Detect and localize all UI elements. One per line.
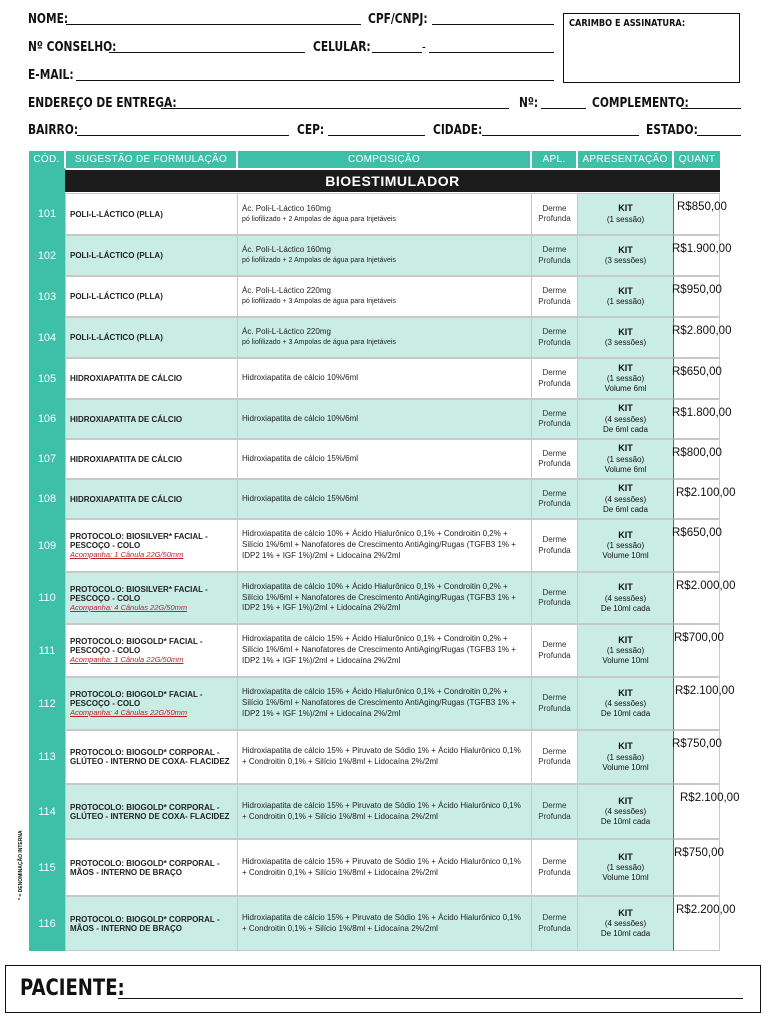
table-row [29,399,732,439]
application-cell [531,439,577,479]
presentation-volume: De 10ml cada [600,817,651,827]
product-name: POLI-L-LÁCTICO (PLLA) [70,251,163,260]
application-cell [531,624,577,677]
product-code: 103 [37,290,57,303]
application-text: Derme Profunda [538,801,571,821]
application-text: Derme Profunda [538,368,571,388]
price-value: R$950,00 [672,284,722,296]
presentation-cell [577,519,673,572]
product-name: HIDROXIAPATITA DE CÁLCIO [70,374,183,383]
composition-text: Hidroxiapatita de cálcio 10% + Ácido Hialurônico 0,1% + Condroitin 0,2% + Silício 1%/6ml + Nanofatores de Crescimento AntiAging/Rugas (TGFB3 1% + IDP2 1% + IGF 1%)/2ml + Lidocaína 2%/2ml [242,529,516,560]
product-code: 105 [37,372,57,385]
presentation-volume: Volume 6ml [604,384,647,394]
presentation-cell [577,896,673,951]
quantity-price-cell[interactable] [673,784,740,839]
col-header-composicao: COMPOSIÇÃO [238,151,530,168]
cidade-label: CIDADE: [433,123,483,138]
composition-text: Hidroxiapatita de cálcio 15% + Piruvato de Sódio 1% + Ácido Hialurônico 0,1% + Condroitin 0,1% + Silício 1%/8ml + Lidocaína 2%/2ml [242,912,521,933]
price-value: R$1.800,00 [672,407,732,419]
price-value: R$2.200,00 [676,904,736,916]
presentation-kit: KIT [618,443,633,454]
product-code: 109 [37,539,57,552]
application-text: Derme Profunda [538,535,571,555]
application-cell [531,839,577,896]
numero-label: Nº: [519,96,539,111]
quantity-price-cell[interactable] [673,358,720,399]
conselho-label: Nº CONSELHO: [28,40,117,55]
product-name-cell [65,317,237,358]
presentation-sessions: (1 sessão) [606,752,645,762]
col-header-apresentacao: APRESENTAÇÃO [578,151,672,168]
composition-cell [237,358,531,399]
cep-field[interactable] [328,135,425,136]
presentation-sessions: (3 sessões) [604,256,647,266]
composition-text: Ác. Poli-L-Láctico 160mg [242,203,331,213]
presentation-sessions: (1 sessão) [606,214,645,224]
cep-label: CEP: [297,123,325,138]
quantity-price-cell[interactable] [673,439,720,479]
presentation-kit: KIT [618,634,633,645]
presentation-cell [577,193,673,235]
presentation-sessions: (1 sessão) [606,646,645,656]
presentation-kit: KIT [618,687,633,698]
product-accompaniment: Acompanha: 1 Cânula 22G/50mm [70,655,184,664]
cidade-field[interactable] [482,135,639,136]
table-row [29,358,729,399]
application-cell [531,730,577,784]
product-name: PROTOCOLO: BIOSILVER* FACIAL - PESCOÇO - COLO [70,584,208,603]
application-text: Derme Profunda [538,693,571,713]
composition-text: Ác. Poli-L-Láctico 220mg [242,286,331,296]
quantity-price-cell[interactable] [672,235,732,276]
application-cell [531,276,577,317]
presentation-volume: Volume 10ml [602,656,649,666]
application-cell [531,193,577,235]
presentation-sessions: (4 sessões) [604,699,647,709]
presentation-volume: Volume 10ml [602,762,649,772]
celular-number-field[interactable] [429,52,554,53]
price-value: R$2.000,00 [676,580,736,592]
composition-cell [237,235,531,276]
quantity-price-cell[interactable] [673,572,736,624]
product-name-cell [65,896,237,951]
presentation-sessions: (4 sessões) [604,414,647,424]
application-cell [531,479,577,519]
paciente-box [5,965,761,1013]
composition-cell [237,479,531,519]
table-row [29,193,729,235]
table-row [29,624,729,677]
product-accompaniment: Acompanha: 4 Cânulas 22G/50mm [70,602,188,612]
table-row [29,519,729,572]
presentation-cell [577,479,673,519]
composition-text: Hidroxiapatita de cálcio 15%/6ml [242,453,359,463]
presentation-sessions: (4 sessões) [604,494,647,504]
price-value: R$2.800,00 [672,325,732,337]
nome-label: NOME: [28,12,69,27]
celular-label: CELULAR: [313,40,371,55]
composition-cell [237,677,531,730]
product-name-cell [65,399,237,439]
quantity-price-cell[interactable] [673,276,720,317]
presentation-cell [577,677,673,730]
presentation-sessions: (1 sessão) [606,454,645,464]
estado-field[interactable] [697,135,741,136]
price-value: R$1.900,00 [672,243,732,255]
application-cell [531,358,577,399]
presentation-kit: KIT [618,907,633,918]
email-label: E-MAIL: [28,68,74,83]
table-row [29,839,729,896]
price-value: R$650,00 [672,366,722,378]
composition-cell [237,439,531,479]
product-accompaniment: Acompanha: 1 Cânula 22G/50mm [70,550,184,559]
paciente-label: PACIENTE: [20,976,125,1001]
presentation-volume: De 10ml cada [600,929,651,939]
cpf-label: CPF/CNPJ: [368,12,428,27]
celular-ddd-field[interactable] [372,52,422,53]
presentation-kit: KIT [618,582,633,593]
composition-cell [237,572,531,624]
application-text: Derme Profunda [538,408,571,428]
presentation-sessions: (4 sessões) [604,919,647,929]
presentation-kit: KIT [618,795,633,806]
presentation-cell [577,317,673,358]
product-name-cell [65,519,237,572]
email-field[interactable] [76,80,554,81]
product-code: 108 [37,493,57,505]
application-text: Derme Profunda [538,327,571,347]
product-name-cell [65,193,237,235]
presentation-cell [577,439,673,479]
composition-text: Hidroxiapatita de cálcio 10% + Ácido Hialurônico 0,1% + Condroitin 0,2% + Silício 1%/6ml + Nanofatores de Crescimento AntiAging/Rugas (TGFB3 1% + IDP2 1% + IGF 1%)/2ml + Lidocaína 2%/2ml [242,581,516,613]
presentation-sessions: (1 sessão) [606,374,645,384]
quantity-price-cell[interactable] [673,730,720,784]
product-name: PROTOCOLO: BIOSILVER* FACIAL - PESCOÇO - COLO [70,532,208,550]
application-text: Derme Profunda [538,203,571,223]
application-text: Derme Profunda [538,587,571,607]
quantity-price-cell[interactable] [673,479,736,519]
application-cell [531,317,577,358]
composition-subtext: pó liofilizado + 2 Ampolas de água para Injetáveis [242,257,396,265]
product-code: 115 [38,861,56,874]
composition-text: Hidroxiapatita de cálcio 15%/6ml [242,493,359,503]
application-cell [531,896,577,951]
composition-cell [237,317,531,358]
col-header-aplicacao: APL. [532,151,576,168]
product-code: 111 [38,644,56,657]
application-cell [531,677,577,730]
product-name: PROTOCOLO: BIOGOLD* CORPORAL - MÃOS - INTERNO DE BRAÇO [70,858,220,877]
product-code: 113 [38,751,56,763]
conselho-field[interactable] [109,52,305,53]
table-row [29,572,736,624]
quantity-price-cell[interactable] [672,317,732,358]
product-code: 112 [38,697,56,710]
quantity-price-cell[interactable] [673,839,724,896]
presentation-kit: KIT [618,285,633,296]
table-row [29,896,736,951]
application-text: Derme Profunda [538,488,571,508]
presentation-sessions: (3 sessões) [604,338,647,348]
table-row [29,677,735,730]
presentation-volume: De 6ml cada [603,504,648,514]
section-title: BIOESTIMULADOR [65,170,720,192]
application-text: Derme Profunda [538,857,571,877]
presentation-sessions: (1 sessão) [606,863,645,873]
side-note: * = DENOMINAÇÃO INTERNA [18,830,24,900]
cpf-field[interactable] [432,24,554,25]
carimbo-label: CARIMBO E ASSINATURA: [569,18,686,29]
product-code: 101 [37,208,57,220]
product-name-cell [65,479,237,519]
product-name-cell [65,624,237,677]
application-text: Derme Profunda [538,913,571,933]
application-text: Derme Profunda [538,448,571,468]
composition-text: Hidroxiapatita de cálcio 15% + Ácido Hialurônico 0,1% + Condroitin 0,2% + Silício 1%/6ml + Nanofatores de Crescimento AntiAging/Rugas (TGFB3 1% + IDP2 1% + IGF 1%)/2ml + Lidocaína 2%/2ml [242,634,516,665]
composition-cell [237,896,531,951]
presentation-cell [577,235,673,276]
table-row [29,235,732,276]
composition-cell [237,519,531,572]
composition-text: Hidroxiapatita de cálcio 10%/6ml [242,413,359,423]
product-name-cell [65,784,237,839]
product-name-cell [65,276,237,317]
table-row [29,730,729,784]
product-code: 114 [38,805,56,818]
estado-label: ESTADO: [646,123,698,138]
product-code: 107 [37,453,57,465]
composition-text: Ác. Poli-L-Láctico 220mg [242,327,331,337]
product-name: PROTOCOLO: BIOGOLD* FACIAL - PESCOÇO - COLO [70,690,203,708]
product-name: POLI-L-LÁCTICO (PLLA) [70,209,163,219]
product-code: 104 [37,331,57,344]
presentation-cell [577,399,673,439]
presentation-cell [577,839,673,896]
presentation-volume: De 10ml cada [600,709,651,719]
presentation-volume: De 10ml cada [600,603,651,613]
endereco-field[interactable] [161,108,509,109]
presentation-sessions: (1 sessão) [606,541,645,551]
presentation-cell [577,276,673,317]
composition-text: Hidroxiapatita de cálcio 15% + Ácido Hialurônico 0,1% + Condroitin 0,2% + Silício 1%/6ml + Nanofatores de Crescimento AntiAging/Rugas (TGFB3 1% + IDP2 1% + IGF 1%)/2ml + Lidocaína 2%/2ml [242,687,516,718]
price-value: R$2.100,00 [675,685,735,697]
application-cell [531,784,577,839]
presentation-volume: Volume 10ml [602,873,649,883]
presentation-kit: KIT [618,851,633,862]
carimbo-box[interactable] [563,13,740,83]
product-name: HIDROXIAPATITA DE CÁLCIO [70,414,183,424]
celular-separator: - [422,40,426,55]
price-value: R$800,00 [672,447,722,459]
product-name-cell [65,677,237,730]
composition-cell [237,624,531,677]
product-code: 110 [38,592,56,604]
quantity-price-cell[interactable] [673,677,735,730]
price-value: R$2.100,00 [680,792,740,804]
presentation-volume: Volume 6ml [604,464,647,474]
product-name-cell [65,730,237,784]
col-header-codigo: CÓD. [29,151,64,168]
bairro-field[interactable] [77,135,289,136]
composition-cell [237,193,531,235]
product-code: 106 [37,413,57,425]
composition-cell [237,399,531,439]
product-name: HIDROXIAPATITA DE CÁLCIO [70,454,183,464]
presentation-cell [577,572,673,624]
endereco-label: ENDEREÇO DE ENTREGA: [28,96,177,111]
presentation-sessions: (4 sessões) [604,807,647,817]
presentation-cell [577,624,673,677]
presentation-cell [577,358,673,399]
presentation-kit: KIT [618,483,633,494]
table-row [29,439,729,479]
composition-subtext: pó liofilizado + 2 Ampolas de água para Injetáveis [242,215,396,223]
presentation-kit: KIT [618,529,633,540]
product-name-cell [65,358,237,399]
product-accompaniment: Acompanha: 4 Cânulas 22G/50mm [70,708,188,717]
presentation-kit: KIT [618,244,633,255]
application-cell [531,235,577,276]
presentation-kit: KIT [618,403,633,414]
composition-text: Hidroxiapatita de cálcio 15% + Piruvato de Sódio 1% + Ácido Hialurônico 0,1% + Condroitin 0,1% + Silício 1%/8ml + Lidocaína 2%/2ml [242,856,521,877]
col-header-quant: QUANT [674,151,720,168]
quantity-price-cell[interactable] [673,624,724,677]
application-cell [531,572,577,624]
product-name-cell [65,839,237,896]
product-name-cell [65,439,237,479]
price-value: R$700,00 [674,632,724,644]
nome-field[interactable] [66,24,361,25]
composition-subtext: pó liofilizado + 3 Ampolas de água para Injetáveis [242,298,396,306]
presentation-kit: KIT [618,203,633,214]
table-row [29,479,736,519]
application-text: Derme Profunda [538,286,571,306]
product-name: PROTOCOLO: BIOGOLD* CORPORAL - GLÚTEO - INTERNO DE COXA- FLACIDEZ [70,748,230,766]
bairro-label: BAIRRO: [28,123,79,138]
table-row [29,276,729,317]
product-name-cell [65,235,237,276]
product-name: PROTOCOLO: BIOGOLD* FACIAL - PESCOÇO - COLO [70,637,203,655]
price-value: R$650,00 [672,527,722,539]
product-name-cell [65,572,237,624]
composition-text: Hidroxiapatita de cálcio 15% + Piruvato de Sódio 1% + Ácido Hialurônico 0,1% + Condroitin 0,1% + Silício 1%/8ml + Lidocaína 2%/2ml [242,800,521,821]
composition-cell [237,276,531,317]
composition-cell [237,784,531,839]
presentation-kit: KIT [618,362,633,373]
application-cell [531,519,577,572]
presentation-volume: De 6ml cada [603,424,648,434]
application-text: Derme Profunda [538,640,571,660]
product-name: POLI-L-LÁCTICO (PLLA) [70,333,163,342]
complemento-label: COMPLEMENTO: [592,96,689,111]
presentation-volume: Volume 10ml [602,551,649,561]
presentation-cell [577,784,673,839]
price-value: R$750,00 [672,738,722,750]
price-value: R$850,00 [677,201,727,213]
application-text: Derme Profunda [538,746,571,766]
product-name: PROTOCOLO: BIOGOLD* CORPORAL - MÃOS - INTERNO DE BRAÇO [70,914,220,933]
composition-text: Hidroxiapatita de cálcio 15% + Piruvato de Sódio 1% + Ácido Hialurônico 0,1% + Condroitin 0,1% + Silício 1%/8ml + Lidocaína 2%/2ml [242,746,521,766]
product-code: 102 [37,249,57,262]
quantity-price-cell[interactable] [672,399,732,439]
application-text: Derme Profunda [538,245,571,265]
product-name: POLI-L-LÁCTICO (PLLA) [70,292,163,301]
presentation-cell [577,730,673,784]
price-value: R$750,00 [674,847,724,859]
application-cell [531,399,577,439]
composition-text: Hidroxiapatita de cálcio 10%/6ml [242,373,359,383]
quantity-price-cell[interactable] [673,896,736,951]
composition-cell [237,839,531,896]
presentation-sessions: (4 sessões) [604,593,647,603]
presentation-kit: KIT [618,741,633,752]
complemento-field[interactable] [681,108,741,109]
paciente-field[interactable] [118,998,743,999]
composition-subtext: pó liofilizado + 3 Ampolas de água para Injetáveis [242,339,396,347]
composition-cell [237,730,531,784]
presentation-sessions: (1 sessão) [606,297,645,307]
product-code: 116 [38,917,56,930]
composition-text: Ác. Poli-L-Láctico 160mg [242,245,331,255]
quantity-price-cell[interactable] [673,193,727,235]
table-row [29,317,732,358]
table-row [29,784,740,839]
product-name: HIDROXIAPATITA DE CÁLCIO [70,494,183,504]
col-header-sugestao: SUGESTÃO DE FORMULAÇÃO [66,151,236,168]
quantity-price-cell[interactable] [673,519,720,572]
price-value: R$2.100,00 [676,487,736,499]
presentation-kit: KIT [618,326,633,337]
product-name: PROTOCOLO: BIOGOLD* CORPORAL - GLÚTEO - INTERNO DE COXA- FLACIDEZ [70,802,230,821]
numero-field[interactable] [541,108,586,109]
